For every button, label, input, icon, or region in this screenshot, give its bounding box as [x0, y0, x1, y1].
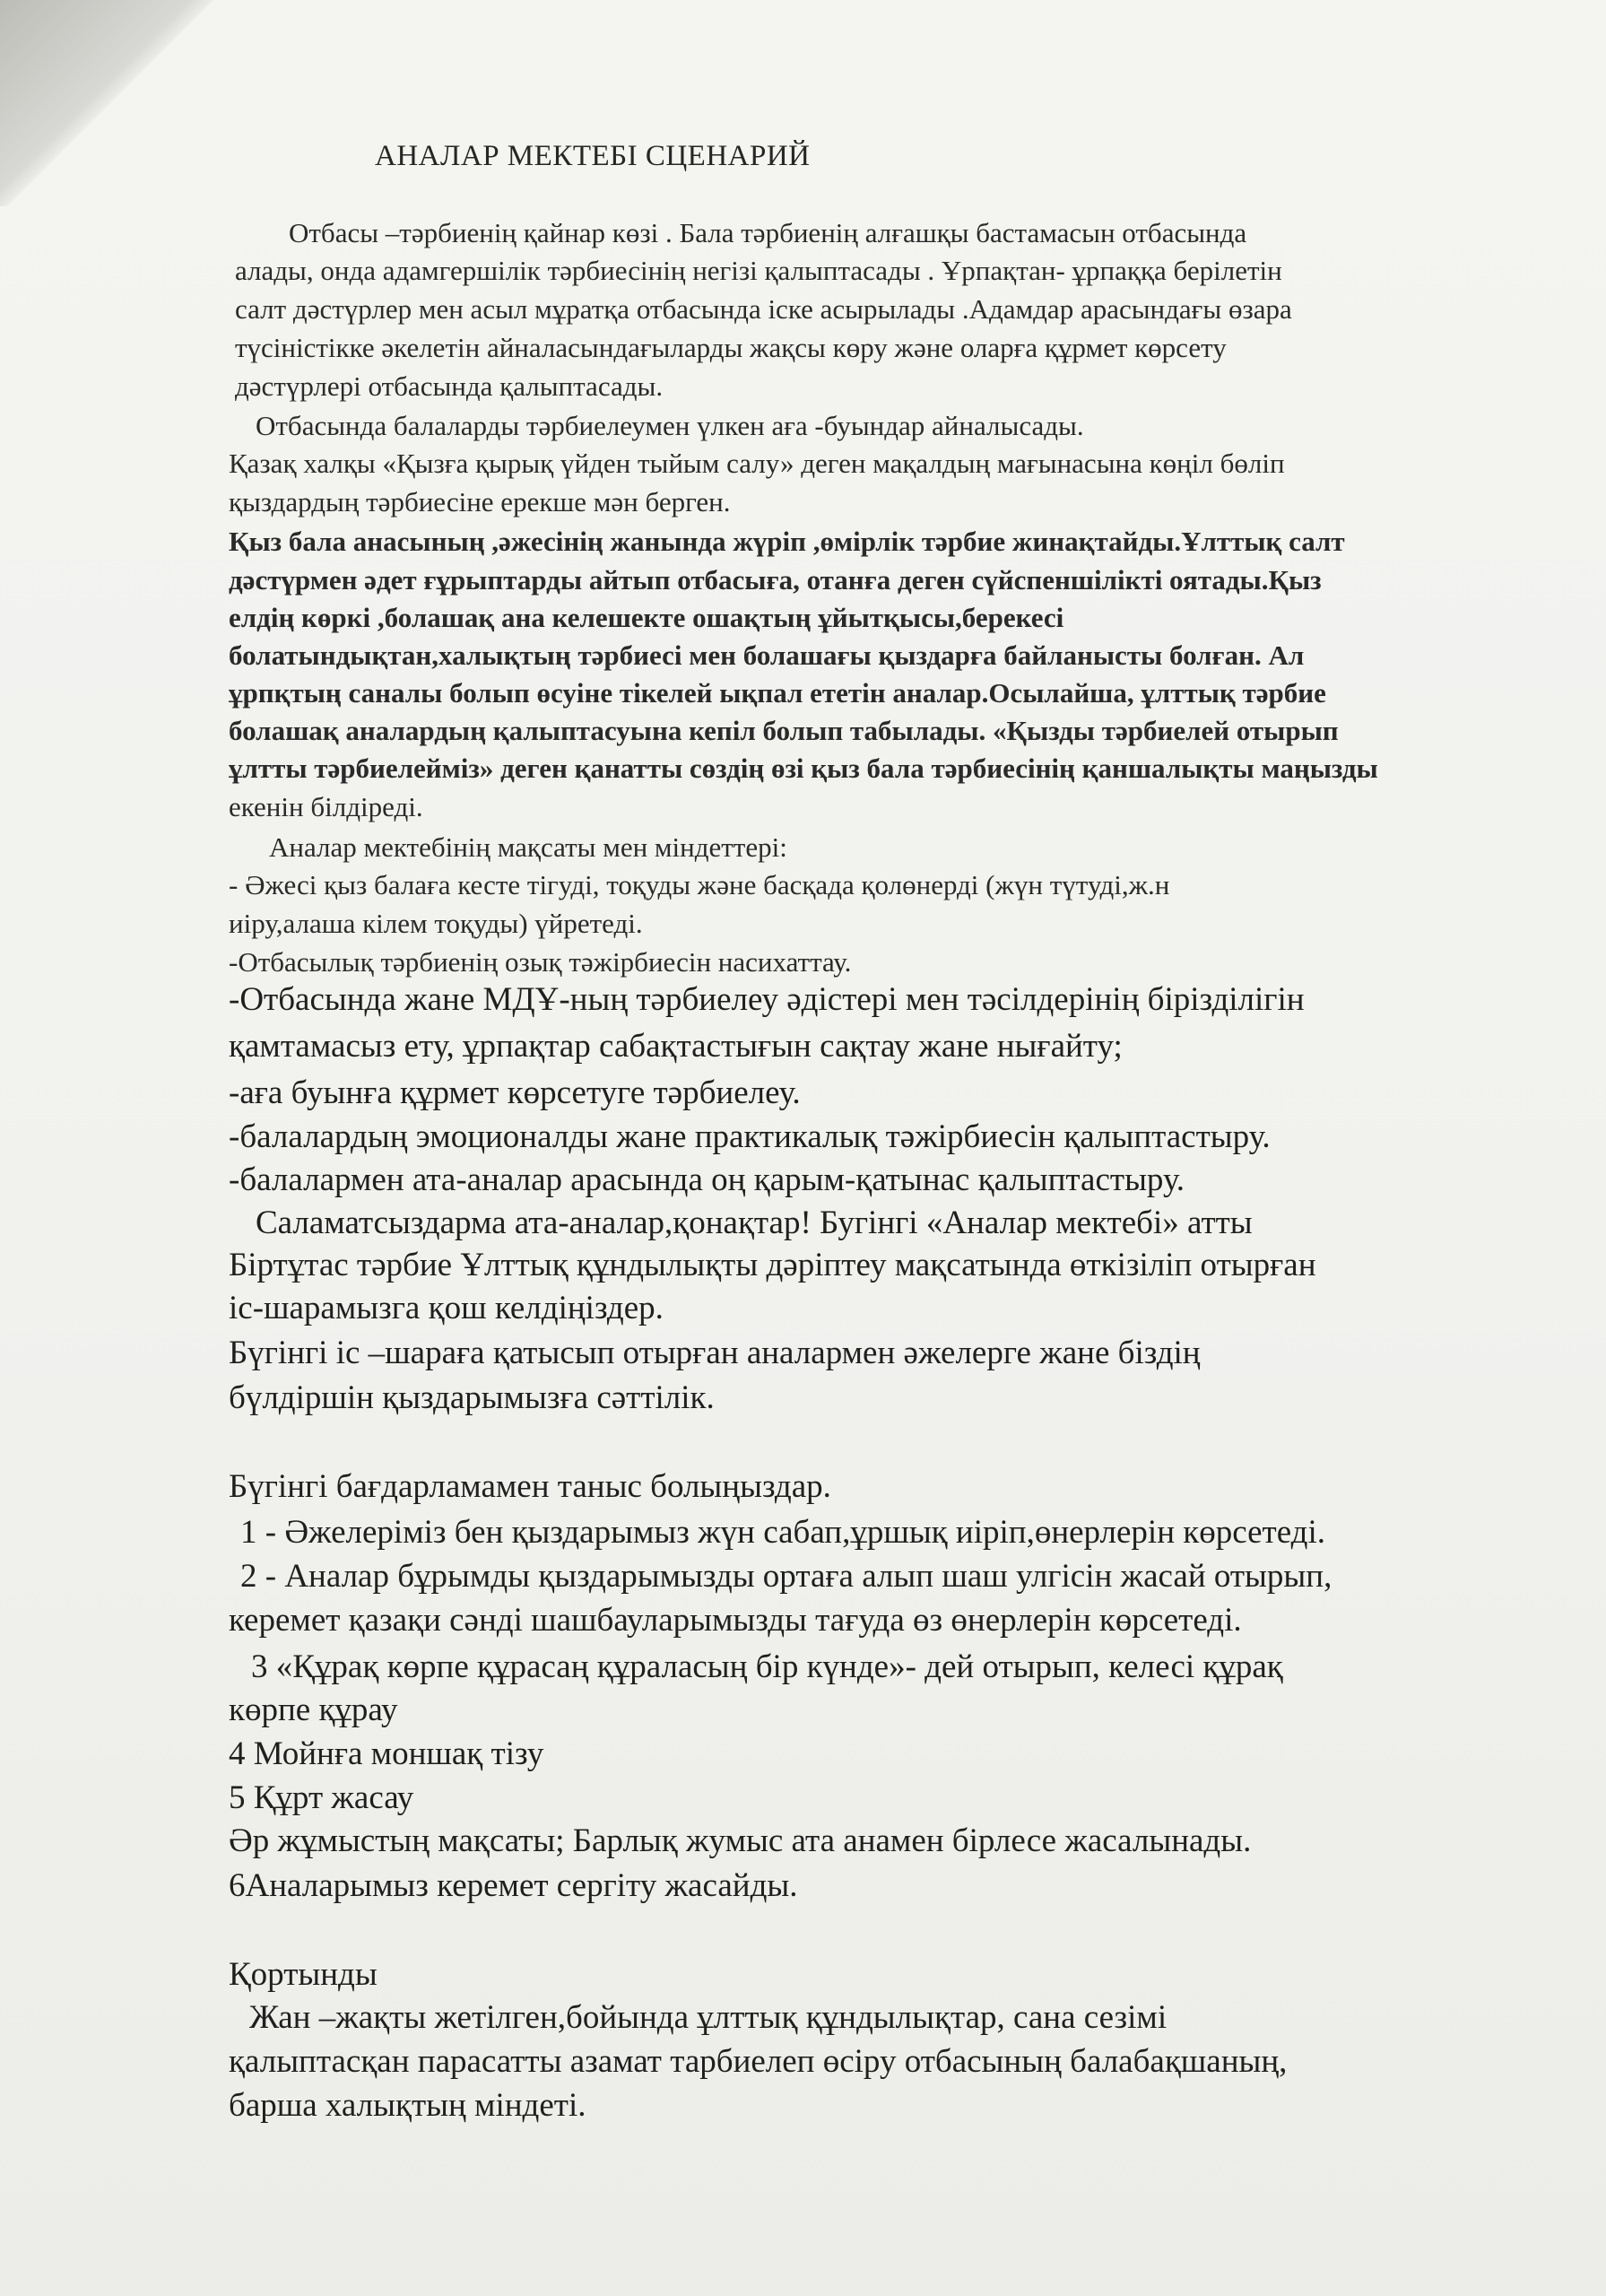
greeting-line: іс-шарамызга қош келдіңіздер. — [229, 1290, 664, 1326]
bold-paragraph-line: ұрпқтың саналы болып өсуіне тікелей ықпал ететін аналар.Осылайша, ұлттық тәрбие — [229, 677, 1326, 709]
goals-heading: Аналар мектебінің мақсаты мен міндеттері: — [269, 831, 787, 863]
bold-paragraph-line: болатындықтан,халықтың тәрбиесі мен болашағы қыздарға байланысты болған. Ал — [229, 639, 1305, 671]
greeting-line: бүлдіршін қыздарымызға сәттілік. — [229, 1379, 715, 1416]
goal-line: - Әжесі қыз балаға кесте тігуді, тоқуды және басқада қолөнерді (жүн түтуді,ж.н — [229, 869, 1170, 900]
intro-line: алады, онда адамгершілік тәрбиесінің негізі қалыптасады . Ұрпақтан- ұрпаққа берілетін — [235, 255, 1282, 286]
greeting-line: Саламатсыздарма ата-аналар,қонақтар! Бугінгі «Аналар мектебі» атты — [256, 1205, 1253, 1241]
goal-line: қамтамасыз ету, ұрпақтар сабақтастығын сақтау жане нығайту; — [229, 1028, 1123, 1065]
greeting-line: Біртұтас тәрбие Ұлттық құндылықты дәріптеу мақсатында өткізіліп отырған — [229, 1247, 1316, 1283]
bold-paragraph-line: ұлтты тәрбиелейміз» деген қанатты сөздің өзі қыз бала тәрбиесінің қаншалықты маңызды — [229, 752, 1378, 784]
intro-line: қыздардың тәрбиесіне ерекше мән берген. — [229, 486, 731, 517]
program-item: 1 - Әжелеріміз бен қыздарымыз жүн сабап,ұршық иіріп,өнерлерін көрсетеді. — [240, 1514, 1325, 1551]
bold-paragraph-line: болашақ аналардың қалыптасуына кепіл болып табылады. «Қызды тәрбиелей отырып — [229, 715, 1339, 746]
program-item: 5 Құрт жасау — [229, 1779, 414, 1816]
program-item: Әр жұмыстың мақсаты; Барлық жумыс ата анамен бірлесе жасалынады. — [229, 1822, 1252, 1859]
intro-line: Отбасы –тәрбиенің қайнар көзі . Бала тәрбиенің алғашқы бастамасын отбасында — [289, 217, 1247, 248]
intro-line: Қазақ халқы «Қызға қырық үйден тыйым салу» деген мақалдың мағынасына көңіл бөліп — [229, 448, 1285, 479]
goal-line: -аға буынға құрмет көрсетуге тәрбиелеу. — [229, 1074, 801, 1111]
intro-line: түсіністікке әкелетін айналасындағыларды жақсы көру және оларға құрмет көрсету — [235, 332, 1227, 363]
greeting-line: Бүгінгі іс –шараға қатысып отырған аналармен әжелерге жане біздің — [229, 1335, 1201, 1371]
program-item: 3 «Құрақ көрпе құрасаң құраласың бір күнде»- дей отырып, келесі құрақ — [251, 1648, 1283, 1685]
goal-line: иіру,алаша кілем тоқуды) үйретеді. — [229, 908, 643, 939]
conclusion-heading: Қортынды — [229, 1956, 378, 1993]
goal-line: -балалардың эмоционалды жане практикалық тәжірбиесін қалыптастыру. — [229, 1118, 1271, 1155]
document-title: АНАЛАР МЕКТЕБІ СЦЕНАРИЙ — [375, 140, 811, 172]
goal-line: -балалармен ата-аналар арасында оң қарым-қатынас қалыптастыру. — [229, 1161, 1185, 1198]
program-item: көрпе құрау — [229, 1692, 398, 1728]
bold-paragraph-line: Қыз бала анасының ,әжесінің жанында жүріп ,өмірлік тәрбие жинақтайды.Ұлттық салт — [229, 526, 1345, 557]
program-item: 4 Мойнға моншақ тізу — [229, 1735, 544, 1772]
intro-line: салт дәстүрлер мен асыл мұратқа отбасында іске асырылады .Адамдар арасындағы өзара — [235, 293, 1292, 325]
intro-line: дәстүрлері отбасында қалыптасады. — [235, 370, 664, 402]
bold-paragraph-line: елдің көркі ,болашақ ана келешекте ошақтың ұйытқысы,берекесі — [229, 602, 1064, 633]
goal-line: -Отбасында жане МДҰ-ның тәрбиелеу әдістері мен тәсілдерінің бірізділігін — [229, 981, 1305, 1018]
bold-paragraph-line: дәстүрмен әдет ғұрыптарды айтып отбасыға, отанға деген сүйспеншілікті оятады.Қыз — [229, 564, 1322, 596]
program-item: керемет қазақи сәнді шашбауларымызды тағуда өз өнерлерін көрсетеді. — [229, 1602, 1242, 1639]
program-item: 2 - Аналар бұрымды қыздарымызды ортаға алып шаш улгісін жасай отырып, — [240, 1558, 1333, 1595]
program-item: 6Аналарымыз керемет сергіту жасайды. — [229, 1867, 798, 1904]
folded-corner — [0, 0, 215, 206]
conclusion-line: қалыптасқан парасатты азамат тарбиелеп өсіру отбасының балабақшаның, — [229, 2043, 1288, 2080]
conclusion-line: барша халықтың міндеті. — [229, 2087, 586, 2124]
conclusion-line: Жан –жақты жетілген,бойында ұлттық құндылықтар, сана сезімі — [249, 1999, 1168, 2036]
program-heading: Бүгінгі бағдарламамен таныс болыңыздар. — [229, 1468, 831, 1505]
goal-line: -Отбасылық тәрбиенің озық тәжірбиесін насихаттау. — [229, 946, 852, 978]
bold-paragraph-line: екенін білдіреді. — [229, 791, 423, 822]
intro-line: Отбасында балаларды тәрбиелеумен үлкен аға -буындар айналысады. — [256, 410, 1084, 441]
